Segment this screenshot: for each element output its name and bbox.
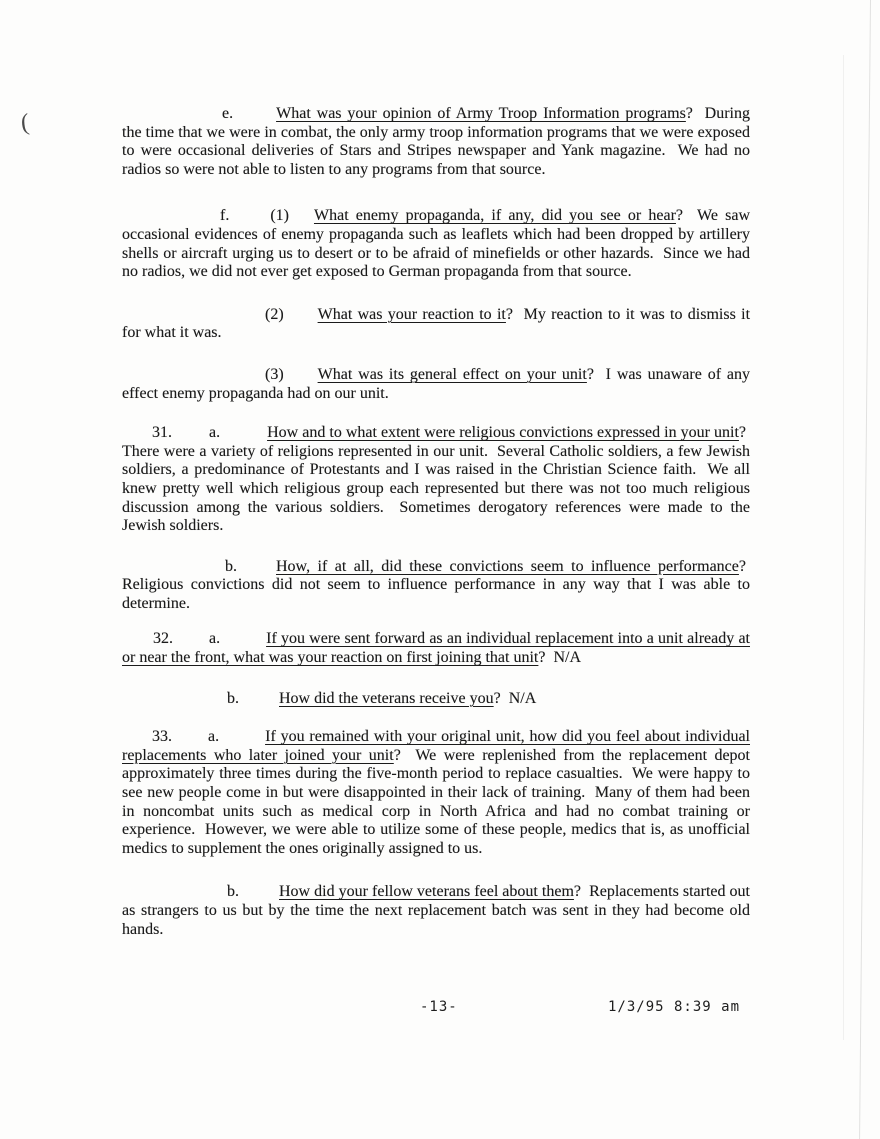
tab-spacer [233,117,276,118]
paragraph-f-3 [122,366,750,403]
answer-text: ? N/A [493,689,537,707]
item-label: (2) [265,305,284,323]
paragraph-f-2 [122,306,750,343]
item-label: f. [220,207,230,225]
answer-text: ? My reaction to it was to dismiss it for what it was. [122,305,751,342]
tab-spacer [172,436,209,437]
paragraph-32b [122,690,750,709]
item-label: b. [227,689,239,707]
item-label: 31. [152,424,172,442]
tab-spacer [122,740,152,741]
item-label: b. [225,557,237,575]
item-label: a. [209,424,221,442]
paragraph-33b [122,883,750,939]
paragraph-f-1 [122,207,750,281]
tab-spacer [122,117,222,118]
document-text-block [122,0,750,939]
question-text: What was its general effect on your unit [317,365,587,383]
answer-text: ? I was unaware of any effect enemy propaganda had on our unit. [122,365,750,402]
tab-spacer [122,318,265,319]
tab-spacer [173,642,209,643]
tab-spacer [122,702,227,703]
scan-artifact-line [843,55,844,1040]
answer-text: ? We saw occasional evidences of enemy propaganda such as leaflets which had been dropped by artillery shells or aircraft urging us to desert or to be afraid of minefields or other hazards. Since we had no radios, we did not ever get exposed to German propaganda from that source. [122,207,750,281]
page-number: -13- [420,999,458,1015]
tab-spacer [220,436,267,437]
question-text: How did the veterans receive you [279,689,494,707]
paragraph-31b [122,558,750,614]
tab-spacer [122,570,225,571]
answer-text: ? During the time that we were in combat, the only army troop information programs that we were exposed to were occasional deliveries of Stars and Stripes newspaper and Yank magazine. We had no radios so were not able to listen to any programs from that source. [122,105,750,178]
item-label: (3) [265,365,284,383]
paragraph-33a [122,728,750,858]
question-text: If you remained with your original unit, how did you feel about individual replacements who later joined your unit [122,728,750,764]
item-label: e. [222,105,234,122]
question-text: What was your opinion of Army Troop Information programs [276,105,686,122]
item-label: 33. [152,728,172,746]
question-text: How, if at all, did these convictions seem to influence performance [276,557,739,575]
tab-spacer [172,740,208,741]
tab-spacer [122,642,153,643]
tab-spacer [239,702,279,703]
tab-spacer [219,740,265,741]
item-label: a. [208,728,220,746]
margin-pen-mark: ( [19,109,31,137]
answer-text: ? We were replenished from the replacement depot approximately three times during the five-month period to replace casualties. We were happy to see new people come in but were disappointed in their lack of training. Many of them had been in noncombat units such as medical corp in North Africa and had no combat training or experience. However, we were able to utilize some of these people, medics that is, as unofficial medics to supplement the ones originally assigned to us. [122,746,751,857]
paragraph-32a [122,630,750,667]
item-label: b. [227,883,239,901]
tab-spacer [122,895,227,896]
question-text: If you were sent forward as an individual replacement into a unit already at or near the front, what was your reaction on first joining that unit [122,630,750,667]
tab-spacer [289,219,314,220]
tab-spacer [239,895,279,896]
scan-artifact-line [859,0,871,1139]
answer-text: ? N/A [538,649,581,667]
tab-spacer [229,219,270,220]
tab-spacer [237,570,276,571]
tab-spacer [284,378,318,379]
tab-spacer [122,378,265,379]
print-timestamp: 1/3/95 8:39 am [608,999,741,1015]
paragraph-e [122,105,750,179]
answer-text: ? There were a variety of religions represented in our unit. Several Catholic soldiers, a few Jewish soldiers, a predominance of Protestants and I was raised in the Christian Science faith. We all knew pretty well which religious group each represented but there was not too much religious discussion among the various soldiers. Sometimes derogatory references were made to the Jewish soldiers. [122,424,750,535]
paragraph-31a [122,424,750,536]
tab-spacer [284,318,318,319]
item-label: 32. [153,630,173,648]
tab-spacer [122,436,152,437]
tab-spacer [122,219,220,220]
answer-text: ? Replacements started out as strangers to us but by the time the next replacement batch was sent in they had become old hands. [122,883,751,938]
item-label: a. [209,630,221,648]
answer-text: ? Religious convictions did not seem to influence performance in any way that I was able to determine. [122,557,750,612]
question-text: How did your fellow veterans feel about them [279,883,574,901]
tab-spacer [220,642,266,643]
question-text: How and to what extent were religious convictions expressed in your unit [267,424,739,442]
question-text: What enemy propaganda, if any, did you see or hear [313,207,676,225]
question-text: What was your reaction to it [317,305,506,323]
item-label: (1) [270,207,289,225]
